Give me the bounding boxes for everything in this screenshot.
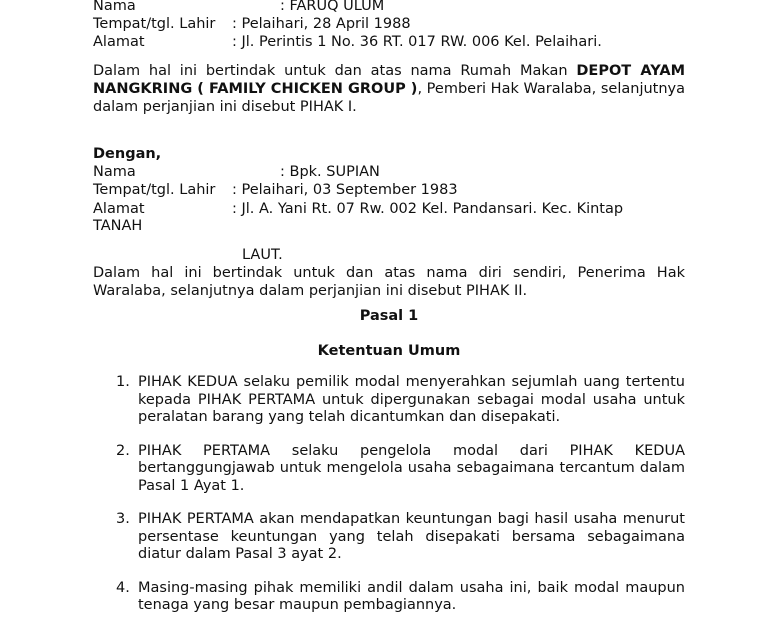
party1-role-paragraph [93,62,685,116]
party1-role-text: Dalam hal ini bertindak untuk dan atas nama Rumah Makan [93,63,568,79]
party1-address-row [93,33,602,51]
list-item [93,443,685,496]
list-item [93,374,685,427]
list-item-text: PIHAK PERTAMA akan mendapatkan keuntungan bagi hasil usaha menurut persentase keuntungan yang telah disepakati bersama sebagaimana diatur dalam Pasal 3 ayat 2. [138,511,685,562]
party2-name-label: Nama [93,164,136,180]
list-item-number: 4. [116,579,130,596]
party2-intro: Dengan, [93,146,162,162]
list-item-number: 2. [116,442,130,459]
article-heading: Pasal 1 [359,308,419,324]
party1-birth-label: Tempat/tgl. Lahir [93,16,216,32]
list-item-number: 3. [116,511,130,527]
article-subheading: Ketentuan Umum [317,343,461,359]
party1-role-text-after: , Pemberi Hak Waralaba, selanjutnya dalam perjanjian ini disebut PIHAK I. [93,81,685,115]
list-item [93,511,685,564]
party2-address-wrap2: LAUT. [242,247,283,263]
party2-address-value: : Jl. A. Yani Rt. 07 Rw. 002 Kel. Pandansari. Kec. Kintap [232,201,624,217]
party2-name-value: : Bpk. SUPIAN [280,164,380,180]
party2-birth-label: Tempat/tgl. Lahir [93,182,216,198]
party2-address-wrap1: TANAH [93,218,143,234]
party2-name-row [93,163,380,181]
party1-address-label: Alamat [93,34,145,50]
terms-list [93,374,685,631]
party1-address-value: : Jl. Perintis 1 No. 36 RT. 017 RW. 006 Kel. Pelaihari. [232,34,602,50]
list-item-text: PIHAK KEDUA selaku pemilik modal menyerahkan sejumlah uang tertentu kepada PIHAK PERTAMA untuk dipergunakan sebagai modal usaha untuk peralatan barang yang telah dicantumkan dan disepakati. [138,374,685,425]
party2-birth-value: : Pelaihari, 03 September 1983 [232,182,458,198]
list-item-text: Masing-masing pihak memiliki andil dalam usaha ini, baik modal maupun tenaga yang besar maupun pembagiannya. [138,579,685,613]
party2-address-row [93,200,624,218]
party1-name-label: Nama [93,0,136,14]
party1-birth-value: : Pelaihari, 28 April 1988 [232,16,411,32]
party1-company-name: DEPOT AYAM NANGKRING ( FAMILY CHICKEN GROUP ) [93,63,686,97]
list-item-number: 1. [116,374,130,390]
party1-name-value: : FARUQ ULUM [280,0,385,14]
party1-birth-row [93,15,411,33]
party2-birth-row [93,181,458,199]
list-item [93,580,685,615]
party2-address-label: Alamat [93,201,145,217]
party2-role-paragraph: Dalam hal ini bertindak untuk dan atas nama diri sendiri, Penerima Hak Waralaba, selanjutnya dalam perjanjian ini disebut PIHAK II. [93,265,685,299]
party1-name-row [93,0,385,15]
list-item-text: PIHAK PERTAMA selaku pengelola modal dari PIHAK KEDUA bertanggungjawab untuk mengelola usaha sebagaimana tercantum dalam Pasal 1 Ayat 1. [138,442,685,494]
